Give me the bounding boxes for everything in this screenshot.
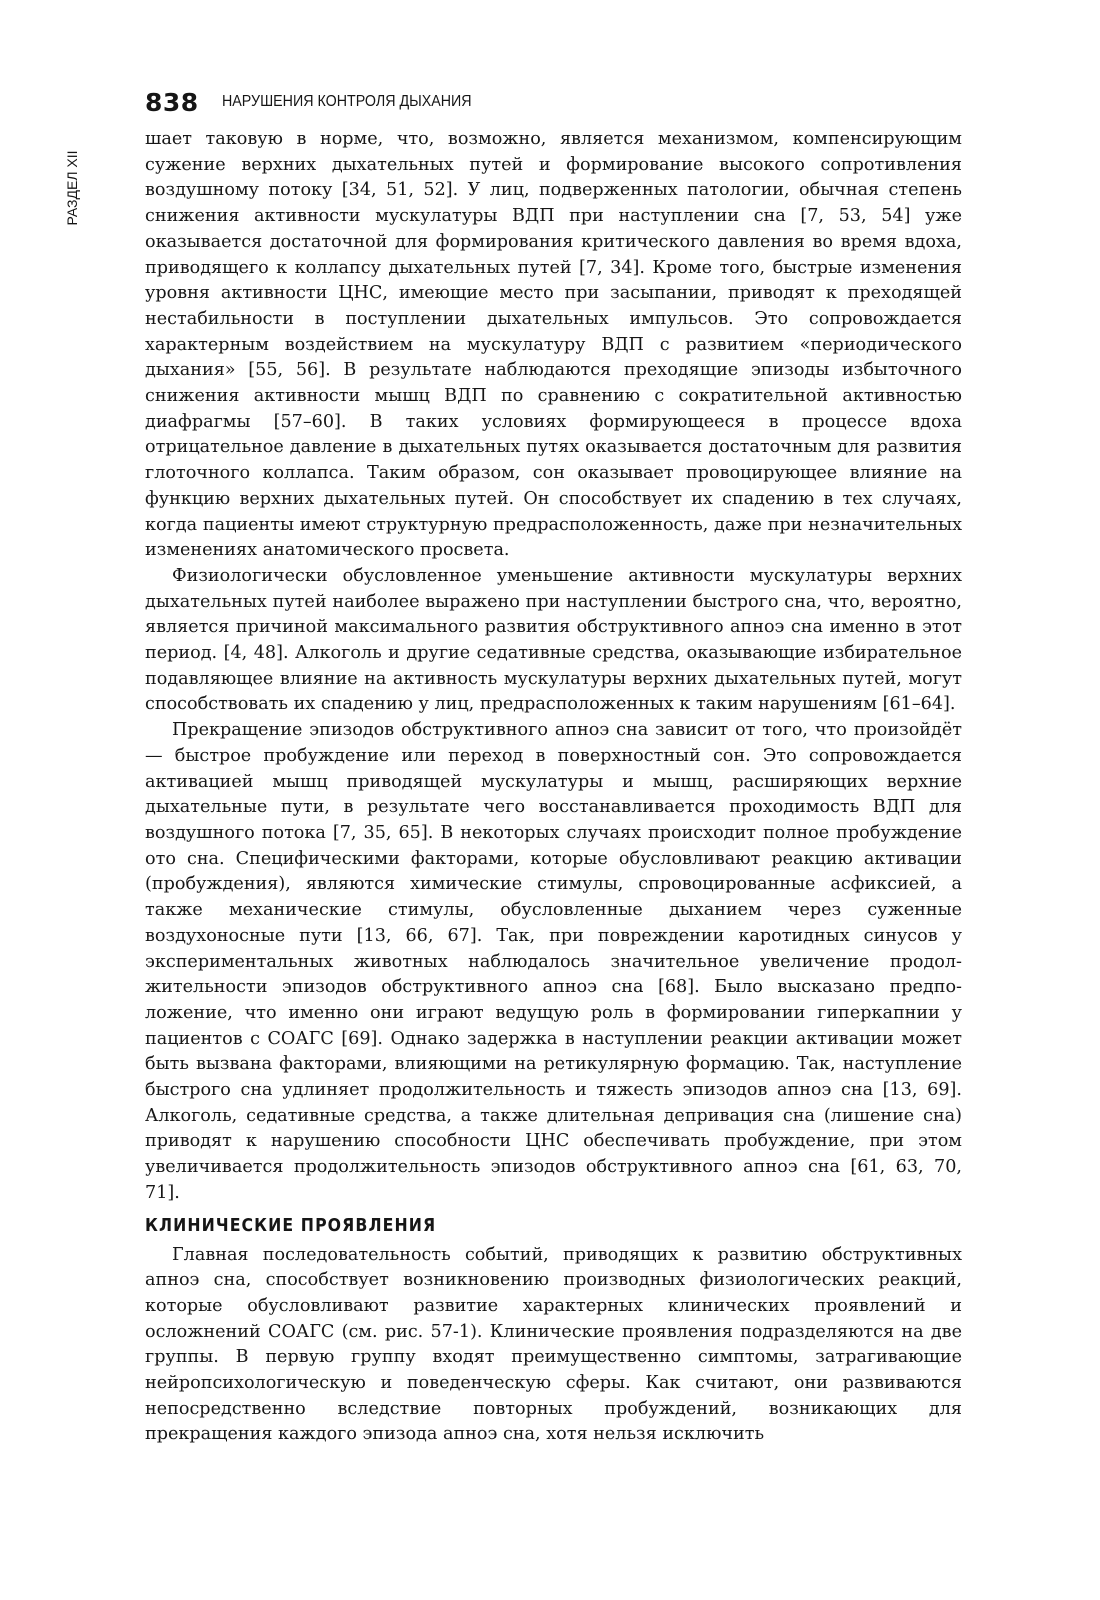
paragraph: Физиологически обусловленное уменьшение активности мускулатуры верхних дыхательных путей наиболее выражено при наступлении быстрого сна, что, вероятно, является причиной максимального развития обструктивного апноэ сна именно в этот период. [4, 48]. Алкоголь и другие седативные средства, оказывающие избирательное подавляющее влияние на активность мускулатуры верхних дыхательных путей, могут способствовать их спадению у лиц, предрасположенных к таким нарушениям [61–64].	[145, 565, 962, 715]
body-text	[145, 127, 962, 1448]
paragraph: Прекращение эпизодов обструктивного апноэ сна зависит от того, что произойдёт — быстрое пробуждение или переход в поверхностный сон. Это сопровождается активацией мышц приводящей мускулатуры и мышц, расширяющих верхние дыхательные пути, в результате чего восстанавливается проходимость ВДП для воздушного потока [7, 35, 65]. В некоторых случаях происходит полное пробуждение ото сна. Специфическими факторами, которые обусловливают реакцию активации (пробуждения), являются химические стимулы, спровоцированные асфиксией, а также механические стимулы, обусловленные дыханием через суженные воздухоносные пути [13, 66, 67]. Так, при повреждении каротидных синусов у экспериментальных животных наблюдалось значительное увеличение продолжительности эпизодов обструктивного апноэ сна [68]. Было высказано предположение, что именно они играют ведущую роль в формировании гиперкапнии у пациентов с СОАГС [69]. Однако задержка в наступлении реакции активации может быть вызвана факторами, влияющими на ретикулярную формацию. Так, наступление быстрого сна удлиняет продолжительность и тяжесть эпизодов апноэ сна [13, 69]. Алкоголь, седативные средства, а также длительная депривация сна (лишение сна) приводят к нарушению способности ЦНС обеспечивать пробуждение, при этом увеличивается продолжительность эпизодов обструктивного апноэ сна [61, 63, 70, 71].	[145, 720, 962, 1203]
paragraph: Главная последовательность событий, приводящих к развитию обструктивных апноэ сна, способствует возникновению производных физиологических реакций, которые обусловливают развитие характерных клинических проявлений и осложнений СОАГС (см. рис. 57-1). Клинические проявления подразделяются на две группы. В первую группу входят преимущественно симптомы, затрагивающие нейропсихологическую и поведенческую сферы. Как считают, они развиваются непосредственно вследствие повторных пробуждений, возникающих для прекращения каждого эпизода апноэ сна, хотя нельзя исключить	[145, 1244, 962, 1445]
page-number: 838	[145, 88, 199, 117]
section-label: РАЗДЕЛ XII	[64, 150, 80, 226]
paragraph: шает таковую в норме, что, возможно, является механизмом, компенсирующим сужение верхних дыхательных путей и формирование высокого сопротивления воздушному потоку [34, 51, 52]. У лиц, подверженных патологии, обычная степень снижения активности мускулатуры ВДП при наступлении сна [7, 53, 54] уже оказывается достаточной для формирования критического давления во время вдоха, приводящего к коллапсу дыхательных путей [7, 34]. Кроме того, быстрые изменения уровня активности ЦНС, имеющие место при засыпании, приводят к преходящей нестабильности в поступлении дыхательных импульсов. Это сопровождается характерным воздействием на мускулатуру ВДП с развитием «периодического дыхания» [55, 56]. В результате наблюдаются преходящие эпизоды избыточного снижения активности мышц ВДП по сравнению с сократительной активностью диафрагмы [57–60]. В таких условиях формирующееся в процессе вдоха отрицательное давление в дыхательных путях оказывается достаточным для развития глоточного коллапса. Таким образом, сон оказывает провоцирующее влияние на функцию верхних дыхательных путей. Он способствует их спадению в тех случаях, когда пациенты имеют структурную предрасположенность, даже при незначительных изменениях анатомического просвета.	[145, 129, 962, 561]
section-heading: КЛИНИЧЕСКИЕ ПРОЯВЛЕНИЯ	[145, 1215, 437, 1236]
running-title: НАРУШЕНИЯ КОНТРОЛЯ ДЫХАНИЯ	[222, 93, 472, 110]
